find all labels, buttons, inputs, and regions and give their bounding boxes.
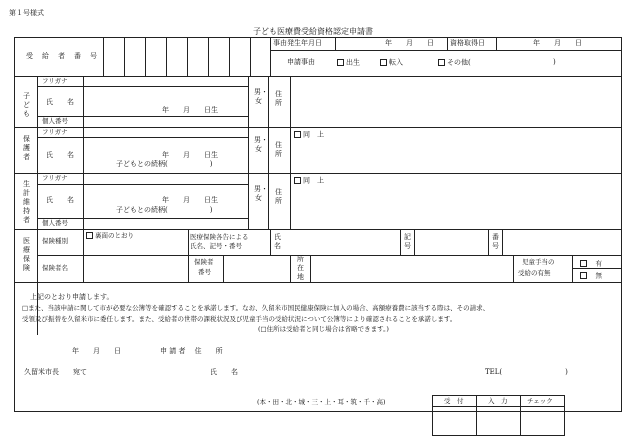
guardian-gender-label[interactable]: 男・女 [254,136,268,153]
insurer-number-label-2: 番号 [198,268,211,276]
qualification-date-label: 資格取得日 [450,39,485,47]
allowance-yes[interactable]: 有 [580,260,602,267]
reason-other-close: ) [553,58,556,66]
reason-other[interactable]: その他( [438,59,471,67]
form-number: 第１号様式 [9,9,44,17]
maintainer-gender-label[interactable]: 男・女 [254,185,268,202]
insured-number-label: 番号 [492,233,499,250]
event-date-field[interactable]: 年 月 日 [385,39,434,47]
form-title: 子ども医療費受給資格認定申請書 [253,27,373,36]
insurance-back-side[interactable]: 裏面のとおり [86,232,134,239]
reason-other-checkbox[interactable] [438,59,445,66]
office-list: (本・田・北・城・三・上・耳・筑・千・高) [257,398,386,406]
child-personal-number-label: 個人番号 [42,117,68,125]
maintainer-name-label: 氏 名 [46,196,74,204]
insured-name-label: 氏名 [274,233,281,250]
recipient-number-label: 受 給 者 番 号 [26,52,98,60]
guardian-section-label: 保護者 [23,135,30,161]
child-section-label: 子ども [23,92,30,118]
reason-birth[interactable]: 出生 [337,59,360,67]
maintainer-same-as-checkbox[interactable] [294,177,301,184]
insured-symbol-label: 記号 [404,233,411,250]
allowance-yes-checkbox[interactable] [580,260,587,267]
statement-line3: 受領及び振替を久留米市に委任します。また、受給者の世帯の課税状況及び児童手当の受給状況について公簿等により確認されることを承諾します。 [22,315,457,323]
reason-move-in[interactable]: 転入 [380,59,403,67]
guardian-furigana-label: フリガナ [42,128,68,136]
child-gender-label[interactable]: 男・女 [254,88,268,105]
guardian-relation-label[interactable]: 子どもとの続柄( ) [116,160,213,168]
child-name-label: 氏 名 [46,98,74,106]
form-frame [14,37,622,412]
recipient-number-field[interactable] [103,37,270,76]
insurer-location-label: 所在地 [297,255,304,281]
statement-line1: 上記のとおり申請します。 [30,293,114,301]
maintainer-address-label: 住所 [275,188,282,205]
allowance-label-2: 受給の有無 [518,269,551,277]
maintainer-section-label: 生計維持者 [23,180,30,224]
input-stamp-label: 入 力 [488,397,508,405]
guardian-name-label: 氏 名 [46,151,74,159]
insurer-number-label-1: 保険者 [194,258,214,266]
reason-label: 申請事由 [287,58,315,66]
guardian-same-as[interactable]: 同 上 [294,131,324,139]
received-stamp-label: 受 付 [444,397,464,405]
check-stamp-label: チェック [527,397,553,405]
insured-label-line2: 氏名、記号・番号 [190,242,242,250]
allowance-label-1: 児童手当の [522,258,555,266]
allowance-no[interactable]: 無 [580,272,602,279]
applicant-address-label: 申 請 者 住 所 [160,347,223,355]
insurance-back-side-checkbox[interactable] [86,232,93,239]
maintainer-birth-label: 年 月 日生 [162,196,218,204]
insurance-section-label: 医療保険 [23,237,30,272]
child-birth-label: 年 月 日生 [162,106,218,114]
reason-move-in-checkbox[interactable] [380,59,387,66]
mayor-addressee: 久留米市長 宛て [24,368,87,376]
application-date[interactable]: 年 月 日 [72,347,121,355]
maintainer-personal-number-label: 個人番号 [42,219,68,227]
reason-birth-checkbox[interactable] [337,59,344,66]
guardian-birth-label: 年 月 日生 [162,151,218,159]
applicant-name-label: 氏 名 [210,368,238,376]
insurer-name-label: 保険者名 [42,264,68,272]
maintainer-same-as[interactable]: 同 上 [294,177,324,185]
guardian-address-label: 住所 [275,141,282,158]
child-furigana-label: フリガナ [42,77,68,85]
insured-label-line1: 医療保険各告による [190,233,249,241]
applicant-tel-label[interactable]: TEL( ) [485,368,568,376]
statement-line2[interactable]: □また、当該申請に関して市が必要な公簿等を確認することを承諾します。なお、久留米市国民健康保険に加入の場合、高額療養費に該当する際は、その請求、 [22,304,490,312]
statement-note[interactable]: (□住所は受給者と同じ場合は省略できます。) [258,325,389,333]
qualification-date-field[interactable]: 年 月 日 [533,39,582,47]
guardian-same-as-checkbox[interactable] [294,131,301,138]
insurance-type-label: 保険種別 [42,237,68,245]
event-date-label: 事由発生年月日 [273,39,322,47]
allowance-no-checkbox[interactable] [580,272,587,279]
child-address-label: 住所 [275,90,282,107]
maintainer-relation-label[interactable]: 子どもとの続柄( ) [116,206,213,214]
maintainer-furigana-label: フリガナ [42,174,68,182]
